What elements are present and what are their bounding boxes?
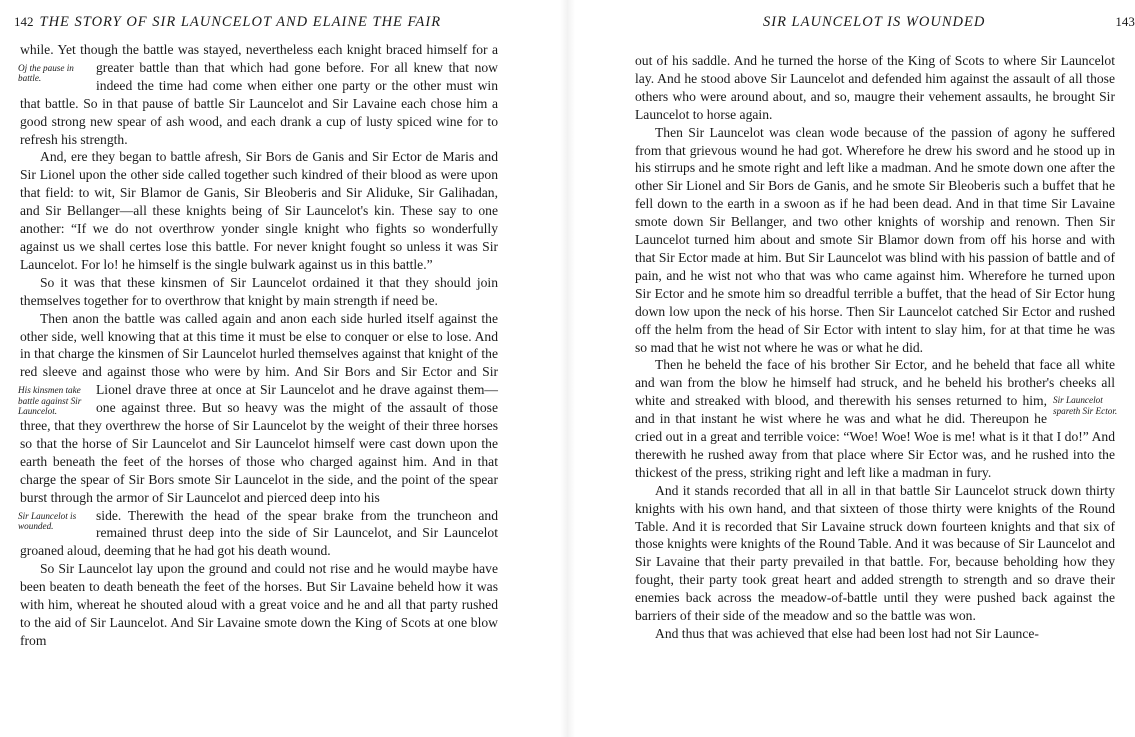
paragraph: [20, 148, 498, 273]
margin-note: Oj the pause in battle.: [18, 62, 74, 84]
paragraph: [20, 310, 498, 507]
paragraph-text: Then he beheld the face of his brother Sir Ector, and he beheld that face all white and wan from the blow he himself had struck, and he beheld his brother's cheeks all white and streaked with blood,: [635, 357, 1115, 409]
left-running-head: [14, 14, 441, 31]
right-page: [575, 0, 1135, 737]
margin-note: His kinsmen take battle against Sir Launcelot.: [18, 385, 82, 417]
paragraph: [20, 274, 498, 310]
left-running-title: THE STORY OF SIR LAUNCELOT AND ELAINE THE FAIR: [39, 14, 442, 30]
margin-note: Sir Launcelot spareth Sir Ector.: [1053, 395, 1118, 416]
paragraph-text: Then anon the battle was called again and anon each side hurled itself against the other side, well knowing that at this time it must be else to conquer or else to lose. And in that charge the kinsmen of Sir Launcelot hurled themselves against that knight of the red sleeve and against those who were by him. And Sir Bors and Sir Ector and Sir Lionel drave three: [20, 310, 498, 398]
left-page-number: 142: [14, 14, 34, 29]
paragraph-text: And, ere they began to battle afresh, Sir Bors de Ganis and Sir Ector de Maris and Sir Lionel upon the other side called together such kindred of their blood as were upon that field: to wit, Sir Blamor de Ganis, Sir Bleoberis and Sir Aliduke, Sir Galihadan, and Sir Bellanger—all these knights being of Sir Launcelot's kin. These say to one another: “If we do not overthrow yonder single knight who fights so wonderfully against us we shall certes lose this battle. For never knight fought so unless it was Sir Launcelot. For lo! he himself is the single bulwark against us in this battle.”: [20, 149, 498, 272]
paragraph: [635, 482, 1115, 625]
paragraph: [635, 356, 1118, 481]
paragraph-text: out of his saddle. And he turned the horse of the King of Scots to where Sir Launcelot lay. And he stood above Sir Launcelot and defended him against the assault of all those others who were around about, and so, maugre their vehement assaults, he brought Sir Launcelot to horse again.: [635, 53, 1115, 122]
paragraph: [20, 560, 498, 650]
right-running-title: SIR LAUNCELOT IS WOUNDED: [763, 14, 986, 30]
right-body-text: [635, 52, 1118, 643]
paragraph: [635, 52, 1115, 124]
paragraph-text-continued: and therewith his senses returned to him, and in that instant he wist where he was and what he did. Thereupon he cried out in a great and terrible voice: “Woe! Woe! Woe is me! what is it that I do!” And therewith he rushed away from that place where Sir Ector was, and he rushed into the thickest of the press, striking right and left like a madman in fury.: [635, 393, 1115, 480]
paragraph-text: while. Yet though the battle was stayed, nevertheless each knight braced himself for a greater battle than that which had gone before. For all knew: [20, 42, 498, 75]
left-body-text: [20, 41, 498, 650]
margin-note: Sir Launcelot is wounded.: [18, 510, 77, 532]
paragraph-text: Then Sir Launcelot was clean wode because of the passion of agony he suffered from that grievous wound he had got. Wherefore he drew his sword and he stood up in his stirrups and he smote right and left like a madman. And he smote down one after the other Sir Lionel and Sir Bors de Ganis, and he smote Sir Bleoberis such a buffet that he fell down to the earth in a swoon as if he had been dead. And in that time Sir Lavaine smote down Sir Bellanger, and two other knights of worship and renown. Then Sir Launcelot turned him about and smote Sir Blamor down from off his horse and with that Sir Ector made at him. But Sir Launcelot was blind with his passion of battle and of pain, and he wist not who that was who came against him. Wherefore he turned upon Sir Ector and he smote him so dreadful terrible a buffet, that the head of Sir Ector hung down low upon the neck of his horse. Then Sir Launcelot catched Sir Ector and rushed off the helm from the head of Sir Ector with intent to slay him, for at that time he was so mad that he wist not where he was or what he did.: [635, 124, 1115, 355]
paragraph-text: And it stands recorded that all in all in that battle Sir Launcelot struck down thirty knights with his own hand, and that sixteen of those thirty were knights of the Round Table. And it is recorded that Sir Lavaine struck down fourteen knights and that six of those knights were knights of the Round Table. And it was because of Sir Launcelot and Sir Lavaine that their party prevailed in that battle. For, because beholding how they fought, their party took great heart and added strength to strength and so drave their enemies back across the meadow-of-battle until they were pushed back against the barriers of their side of the meadow and so the battle was won.: [635, 482, 1115, 624]
paragraph: [20, 507, 498, 561]
paragraph-text: So Sir Launcelot lay upon the ground and could not rise and he would maybe have been beaten to death beneath the feet of the horses. But Sir Lavaine beheld how it was with him, whereat he shouted aloud with a great voice and he and all that party rushed to the aid of Sir Launcelot. And Sir Lavaine smote down the King of Scots at one blow from: [20, 561, 498, 648]
left-page: [0, 0, 560, 737]
paragraph-text-continued: at once at Sir Launcelot and he drave against them—one against three. But so heavy was the might of the assault of those three, that they overthrew the horse of Sir Launcelot by the weight of their three horses so that the horse of Sir Launcelot and Sir Launcelot himself were cast down upon the earth beneath the feet of the horses of those who charged against him. And in that charge the spear of Sir Bors smote Sir Launcelot in the side, and the point of the spear burst through the armor of Sir Launcelot and pierced deep into his: [20, 382, 498, 505]
book-gutter: [560, 0, 575, 737]
paragraph-text-continued: that now indeed the time had come when either one party or the other must win that battle. So in that pause of battle Sir Launcelot and Sir Lavaine each chose him a good strong new spear of ash wood, and each drank a cup of lusty spiced wine for to refresh his strength.: [20, 59, 499, 147]
paragraph: [635, 124, 1115, 357]
paragraph-text: So it was that these kinsmen of Sir Launcelot ordained it that they should join themselves together for to overthrow that knight by main strength if need be.: [20, 274, 498, 308]
paragraph-text: And thus that was achieved that else had been lost had not Sir Launce-: [655, 626, 1039, 641]
paragraph: [20, 41, 498, 148]
right-running-head: [763, 14, 1135, 31]
right-page-number: 143: [1115, 14, 1135, 29]
paragraph-text-continued: side. Therewith the head of the spear brake from the truncheon and remained thrust deep into the side of Sir Launcelot, and Sir Launcelot groaned aloud, deeming that he had got his death wound.: [20, 507, 498, 559]
paragraph: [635, 625, 1115, 643]
